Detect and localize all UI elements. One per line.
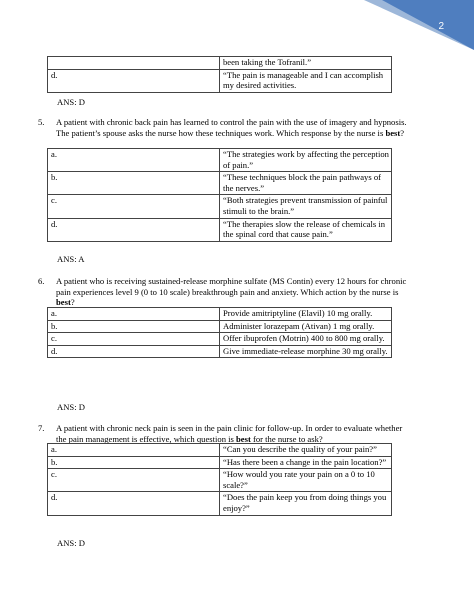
page-number: 2 bbox=[438, 21, 444, 32]
table-row bbox=[48, 320, 392, 333]
table-row bbox=[48, 469, 392, 492]
option-letter: d. bbox=[48, 69, 220, 92]
table-row bbox=[48, 345, 392, 358]
question-stem: A patient who is receiving sustained-release morphine sulfate (MS Contin) every 12 hours for chronic pain experiences level 9 (0 to 10 scale) breakthrough pain and anxiety. Which action by the nurse is best? bbox=[56, 276, 407, 308]
option-text: “The pain is manageable and I can accomplish my desired activities. bbox=[220, 69, 392, 92]
option-text: “Has there been a change in the pain location?” bbox=[220, 456, 392, 469]
option-text: Administer lorazepam (Ativan) 1 mg orally. bbox=[220, 320, 392, 333]
table-row bbox=[48, 333, 392, 346]
table-row bbox=[48, 492, 392, 515]
option-letter: d. bbox=[48, 218, 220, 241]
question-number: 7. bbox=[38, 423, 45, 433]
emphasis-best: best bbox=[236, 433, 251, 444]
option-letter: a. bbox=[48, 444, 220, 457]
page-corner-decoration bbox=[364, 0, 474, 50]
option-letter: c. bbox=[48, 195, 220, 218]
option-letter: d. bbox=[48, 345, 220, 358]
option-text: “Does the pain keep you from doing things you enjoy?” bbox=[220, 492, 392, 515]
option-text: “The therapies slow the release of chemicals in the spinal cord that cause pain.” bbox=[220, 218, 392, 241]
answer-key: ANS: D bbox=[57, 402, 85, 412]
table-row bbox=[48, 195, 392, 218]
table-row bbox=[48, 172, 392, 195]
option-text: “How would you rate your pain on a 0 to 10 scale?” bbox=[220, 469, 392, 492]
question-number: 5. bbox=[38, 117, 45, 127]
option-text: “These techniques block the pain pathways of the nerves.” bbox=[220, 172, 392, 195]
emphasis-best: best bbox=[385, 127, 401, 138]
table-row bbox=[48, 218, 392, 241]
option-text: “Can you describe the quality of your pain?” bbox=[220, 444, 392, 457]
option-text: Offer ibuprofen (Motrin) 400 to 800 mg orally. bbox=[220, 333, 392, 346]
options-table bbox=[47, 148, 392, 242]
option-letter: b. bbox=[48, 320, 220, 333]
option-letter: b. bbox=[48, 172, 220, 195]
table-row bbox=[48, 456, 392, 469]
option-text: “Both strategies prevent transmission of painful stimuli to the brain.” bbox=[220, 195, 392, 218]
question-stem: A patient with chronic neck pain is seen in the pain clinic for follow-up. In order to evaluate whether the pain management is effective, which question is best for the nurse to ask? bbox=[56, 423, 403, 444]
question-number: 6. bbox=[38, 276, 45, 286]
option-text: “The strategies work by affecting the perception of pain.” bbox=[220, 149, 392, 172]
table-row bbox=[48, 57, 392, 70]
emphasis-best: best bbox=[56, 297, 71, 308]
option-letter: a. bbox=[48, 149, 220, 172]
table-row bbox=[48, 69, 392, 92]
table-row bbox=[48, 308, 392, 321]
option-letter: c. bbox=[48, 469, 220, 492]
answer-key: ANS: D bbox=[57, 97, 85, 107]
option-text: Give immediate-release morphine 30 mg orally. bbox=[220, 345, 392, 358]
options-table bbox=[47, 307, 392, 358]
option-text: been taking the Tofranil.” bbox=[220, 57, 392, 70]
table-row bbox=[48, 149, 392, 172]
option-text: Provide amitriptyline (Elavil) 10 mg orally. bbox=[220, 308, 392, 321]
option-letter: d. bbox=[48, 492, 220, 515]
option-letter: b. bbox=[48, 456, 220, 469]
question-stem: A patient with chronic back pain has learned to control the pain with the use of imagery and hypnosis. The patient’s spouse asks the nurse how these techniques work. Which response by the nurse is best? bbox=[56, 117, 407, 138]
option-letter: c. bbox=[48, 333, 220, 346]
answer-key: ANS: D bbox=[57, 538, 85, 548]
table-row bbox=[48, 444, 392, 457]
option-letter bbox=[48, 57, 220, 70]
options-table bbox=[47, 443, 392, 516]
option-letter: a. bbox=[48, 308, 220, 321]
carryover-options-table bbox=[47, 56, 392, 93]
answer-key: ANS: A bbox=[57, 254, 85, 264]
